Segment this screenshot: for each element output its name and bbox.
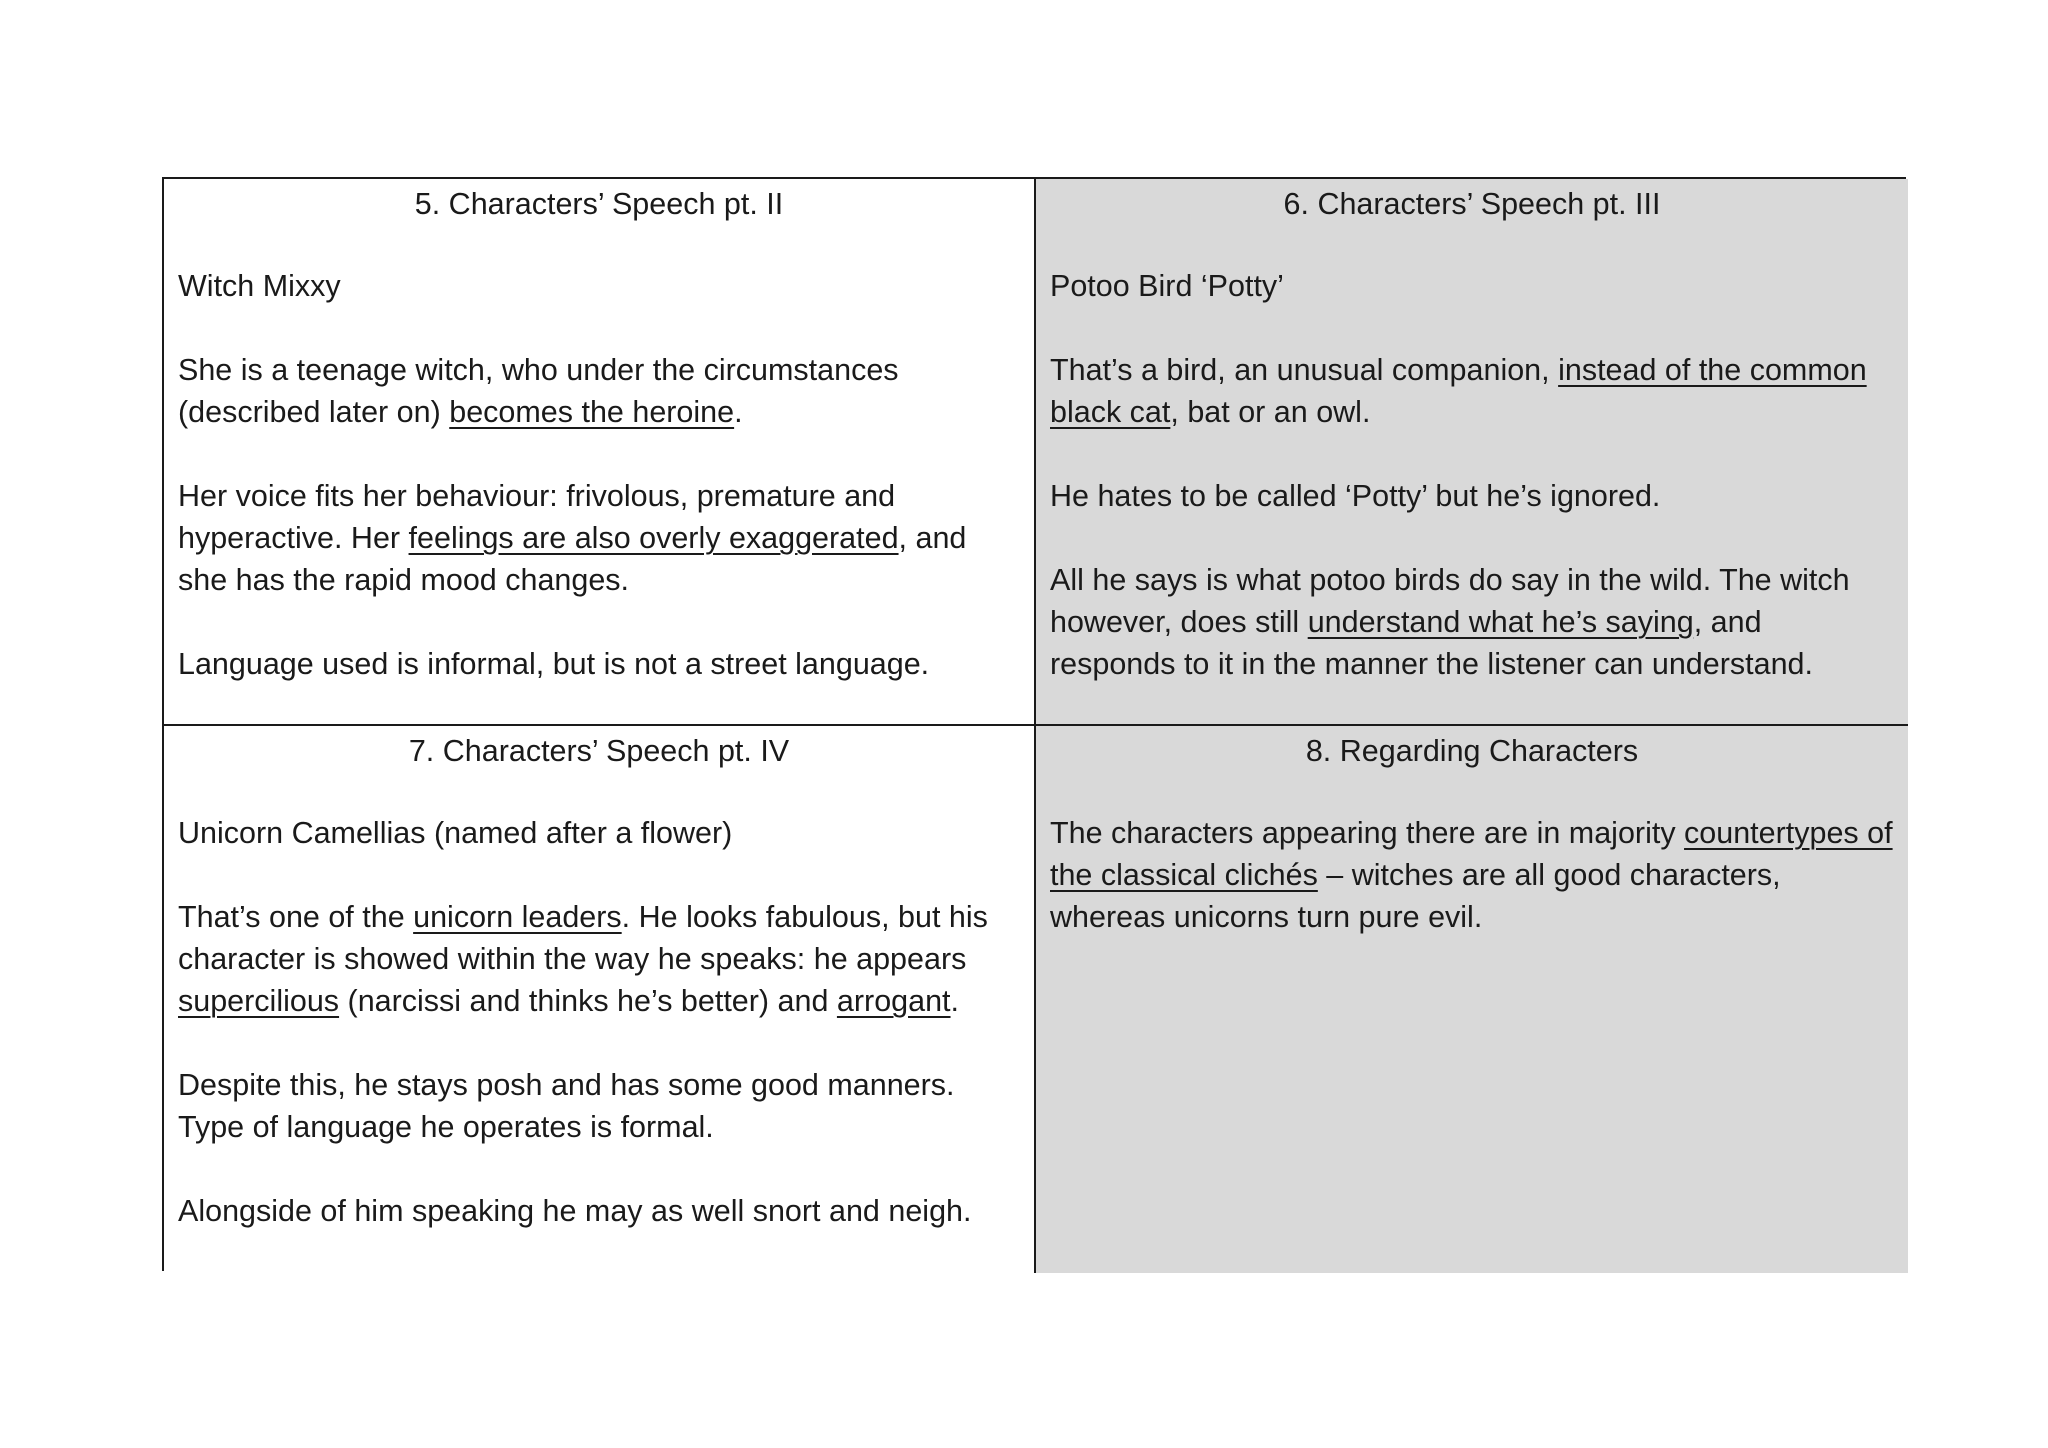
text-run: . He looks fabulous, but his character is showed within the way he speaks: he appears	[178, 900, 988, 976]
paragraph: Language used is informal, but is not a street language.	[178, 647, 930, 681]
cell-title: 8. Regarding Characters	[1305, 734, 1639, 768]
paragraph: Alongside of him speaking he may as well snort and neigh.	[178, 1194, 972, 1228]
text-run: .	[734, 395, 743, 429]
underlined-text: unicorn leaders	[413, 900, 622, 934]
underlined-text: becomes the heroine	[449, 395, 735, 429]
underlined-text: understand what he’s saying	[1307, 605, 1694, 639]
text-run: , and responds to it in the manner the listener can understand.	[1050, 605, 1813, 681]
underlined-text: arrogant	[836, 984, 951, 1018]
paragraph	[178, 475, 1020, 601]
underlined-text: countertypes of the classical clichés	[1050, 816, 1893, 892]
text-run: , bat or an owl.	[1170, 395, 1371, 429]
text-run: The characters appearing there are in majority	[1050, 816, 1685, 850]
text-run: That’s one of the	[178, 900, 414, 934]
cell-speech-pt4	[164, 726, 1036, 1273]
cell-title: 7. Characters’ Speech pt. IV	[408, 734, 790, 768]
text-run: Her voice fits her behaviour: frivolous, premature and hyperactive. Her	[178, 479, 896, 555]
underlined-text: instead of the common black cat	[1050, 353, 1867, 429]
cell-speech-pt2	[164, 179, 1036, 726]
text-run: All he says is what potoo birds do say in the wild. The witch however, does still	[1050, 563, 1850, 639]
text-run: (narcissi and thinks he’s better) and	[339, 984, 837, 1018]
character-name: Witch Mixxy	[178, 269, 341, 303]
cell-title: 5. Characters’ Speech pt. II	[414, 187, 784, 221]
characters-table	[162, 177, 1906, 1271]
paragraph	[178, 896, 1020, 1022]
text-run: – witches are all good characters, whereas unicorns turn pure evil.	[1050, 858, 1781, 934]
paragraph: He hates to be called ‘Potty’ but he’s ignored.	[1050, 479, 1661, 513]
character-name: Potoo Bird ‘Potty’	[1050, 269, 1284, 303]
cell-speech-pt3	[1036, 179, 1908, 726]
paragraph: Despite this, he stays posh and has some good manners. Type of language he operates is formal.	[178, 1068, 955, 1144]
paragraph	[178, 349, 1020, 433]
underlined-text: supercilious	[178, 984, 340, 1018]
paragraph	[1050, 559, 1894, 685]
text-run: She is a teenage witch, who under the circumstances (described later on)	[178, 353, 899, 429]
text-run: , and she has the rapid mood changes.	[178, 521, 967, 597]
text-run: .	[950, 984, 960, 1018]
text-run: That’s a bird, an unusual companion,	[1050, 353, 1559, 387]
character-name: Unicorn Camellias (named after a flower)	[178, 816, 733, 850]
underlined-text: feelings are also overly exaggerated	[408, 521, 899, 555]
cell-regarding-characters	[1036, 726, 1908, 1273]
paragraph	[1050, 812, 1894, 938]
paragraph	[1050, 349, 1894, 433]
cell-title: 6. Characters’ Speech pt. III	[1283, 187, 1661, 221]
